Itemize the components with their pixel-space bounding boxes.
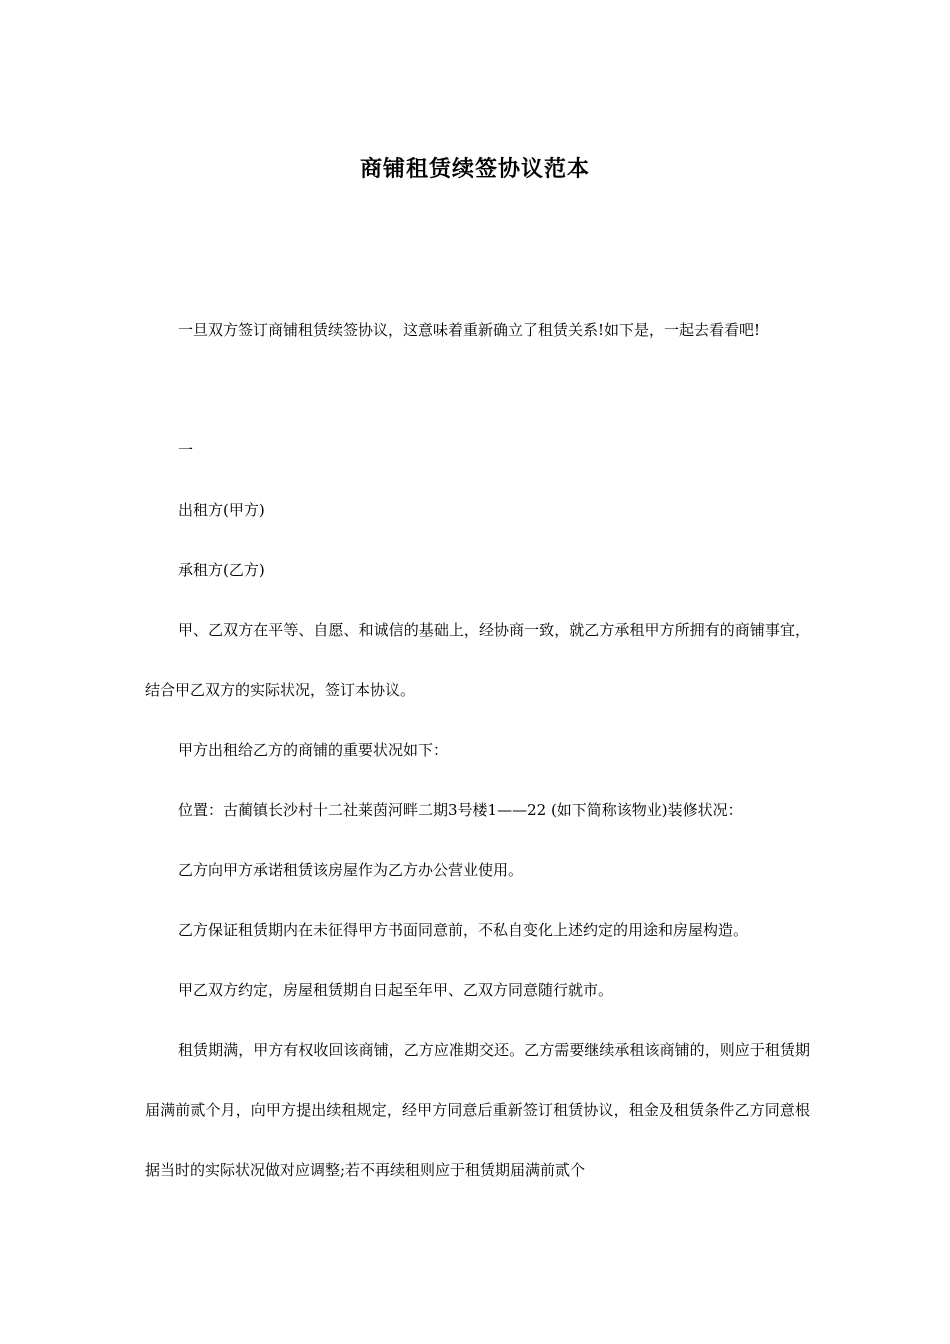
paragraph-lessee: 承租方(乙方) (178, 561, 265, 579)
paragraph-intro: 一旦双方签订商铺租赁续签协议，这意味着重新确立了租赁关系!如下是，一起去看看吧! (178, 321, 761, 339)
paragraph-section-number: 一 (178, 441, 194, 459)
paragraph-property-intro: 甲方出租给乙方的商铺的重要状况如下： (178, 741, 449, 759)
paragraph-term: 甲乙双方约定，房屋租赁期自日起至年甲、乙双方同意随行就市。 (178, 981, 614, 999)
paragraph-expiry: 租赁期满，甲方有权收回该商铺，乙方应准期交还。乙方需要继续承租该商铺的，则应于租赁期届满前贰个月，向甲方提出续租规定，经甲方同意后重新签订租赁协议，租金及租赁条件乙方同意根据当时的实际状况做对应调整;若不再续租则应于租赁期届满前贰个 (145, 1041, 810, 1179)
document-title: 商铺租赁续签协议范本 (359, 157, 590, 182)
paragraph-preamble: 甲、乙双方在平等、自愿、和诚信的基础上，经协商一致，就乙方承租甲方所拥有的商铺事宜，结合甲乙双方的实际状况，签订本协议。 (145, 621, 810, 699)
paragraph-no-change: 乙方保证租赁期内在未征得甲方书面同意前，不私自变化上述约定的用途和房屋构造。 (178, 921, 749, 939)
paragraph-lessor: 出租方(甲方) (178, 501, 265, 519)
paragraph-location: 位置：古蔺镇长沙村十二社莱茵河畔二期3号楼1——22 (如下简称该物业)装修状况： (178, 801, 743, 819)
paragraph-usage: 乙方向甲方承诺租赁该房屋作为乙方办公营业使用。 (178, 861, 524, 879)
